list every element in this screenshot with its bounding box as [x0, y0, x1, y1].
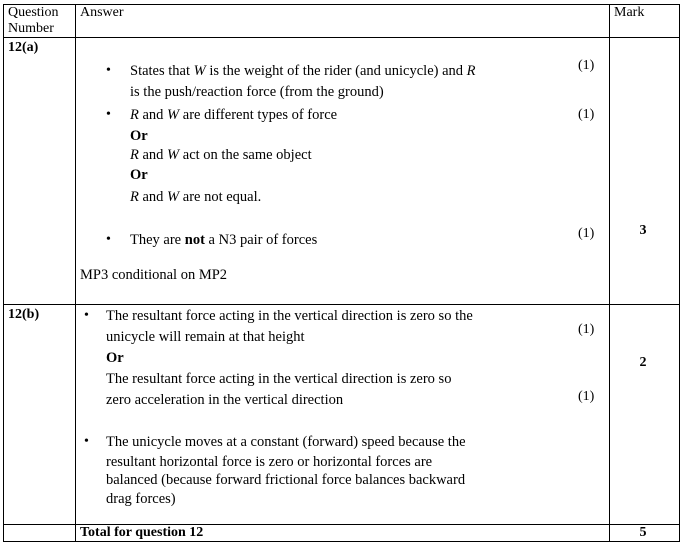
answer-12b-bullet2-line1: The unicycle moves at a constant (forward) speed because the	[106, 434, 466, 450]
answer-12b-bullet1-line4: zero acceleration in the vertical direction	[106, 392, 344, 408]
text-run: States that	[130, 63, 194, 79]
answer-12a-bullet2-option3	[130, 188, 261, 206]
answer-12b-bullet2-line4: drag forces)	[106, 491, 176, 507]
text-run: and	[138, 189, 168, 205]
header-bottom-border	[3, 37, 679, 38]
text-run: W	[167, 147, 180, 163]
table-bottom-border	[3, 541, 679, 542]
total-mark-12b: 2	[639, 355, 647, 370]
text-run: are not equal.	[179, 189, 262, 205]
answer-12a-bullet2-option2	[130, 146, 312, 164]
text-run: are different types of force	[179, 107, 338, 123]
text-run: R	[466, 63, 476, 79]
column-divider-number	[75, 4, 76, 542]
column-divider-mark	[609, 4, 610, 542]
text-run: They are	[130, 232, 185, 248]
table-right-border	[679, 4, 680, 542]
total-mark: 5	[639, 525, 647, 540]
answer-12a-or-1: Or	[130, 128, 148, 144]
mark-12b-2: (1)	[578, 389, 595, 404]
answer-12a-bullet3	[130, 231, 317, 249]
text-run: W	[167, 107, 180, 123]
bullet-12b-2: •	[84, 434, 89, 449]
answer-12a-or-2: Or	[130, 167, 148, 183]
text-run: R	[130, 107, 139, 123]
mark-12b-1: (1)	[578, 322, 595, 337]
question-number-12a: 12(a)	[8, 40, 39, 55]
text-run: is the weight of the rider (and unicycle) and	[205, 63, 467, 79]
answer-12a-bullet1-line1	[130, 62, 476, 80]
answer-12a-bullet2-option1	[130, 106, 337, 124]
note-12a: MP3 conditional on MP2	[80, 267, 228, 283]
answer-12a-bullet1-line2: is the push/reaction force (from the ground)	[130, 84, 384, 100]
text-run: R	[130, 147, 139, 163]
answer-12b-bullet1-line3: The resultant force acting in the vertical direction is zero so	[106, 371, 452, 387]
mark-12a-bullet1: (1)	[578, 58, 595, 73]
bullet-12a-1: •	[106, 63, 111, 78]
header-question-number-line2: Number	[8, 21, 54, 36]
row-12a-bottom-border	[3, 304, 679, 305]
total-mark-12a: 3	[639, 223, 647, 238]
text-run: and	[138, 147, 168, 163]
header-mark: Mark	[614, 5, 645, 20]
text-run: a N3 pair of forces	[204, 232, 318, 248]
question-number-12b: 12(b)	[8, 307, 40, 322]
header-question-number-line1: Question	[8, 5, 59, 20]
mark-12a-bullet2: (1)	[578, 107, 595, 122]
text-run: W	[193, 63, 206, 79]
bullet-12a-3: •	[106, 232, 111, 247]
bullet-12b-1: •	[84, 308, 89, 323]
answer-12b-bullet2-line3: balanced (because forward frictional force balances backward	[106, 472, 466, 488]
text-run: and	[138, 107, 168, 123]
answer-12b-bullet2-line2: resultant horizontal force is zero or horizontal forces are	[106, 454, 433, 470]
header-answer: Answer	[80, 5, 124, 20]
table-left-border	[3, 4, 4, 542]
answer-12b-bullet1-line1: The resultant force acting in the vertical direction is zero so the	[106, 308, 473, 324]
bullet-12a-2: •	[106, 107, 111, 122]
text-run: not	[184, 232, 205, 248]
answer-12b-or: Or	[106, 350, 124, 366]
text-run: W	[167, 189, 180, 205]
text-run: R	[130, 189, 139, 205]
total-label: Total for question 12	[80, 525, 204, 540]
mark-12a-bullet3: (1)	[578, 226, 595, 241]
text-run: act on the same object	[179, 147, 312, 163]
answer-12b-bullet1-line2: unicycle will remain at that height	[106, 329, 305, 345]
